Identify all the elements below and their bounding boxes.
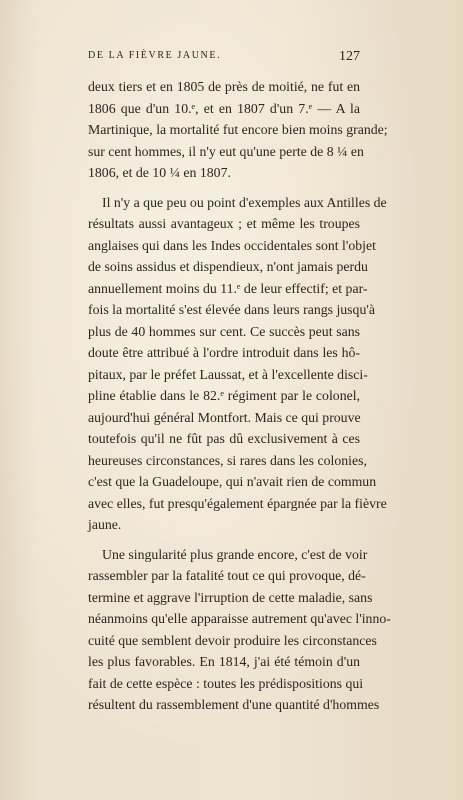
text-line: 1806 que d'un 10.ᵉ, et en 1807 d'un 7.ᵉ — A la — [88, 100, 360, 116]
text-line: deux tiers et en 1805 de près de moitié, ne fut en — [88, 79, 360, 94]
page-number: 127 — [339, 49, 360, 64]
text-line: Il n'y a que peu ou point d'exemples aux Antilles de — [102, 194, 387, 210]
body-text — [88, 76, 391, 716]
text-line: 1806, et de 10 ¼ en 1807. — [88, 165, 231, 180]
page-header — [88, 50, 360, 70]
text-line: résultats aussi avantageux ; et même les troupes — [88, 216, 360, 231]
text-line: aujourd'hui général Montfort. Mais ce qui prouve — [88, 409, 361, 425]
text-line: anglaises qui dans les Indes occidentales sont l'objet — [88, 237, 376, 253]
text-line: annuellement moins du 11.ᵉ de leur effectif; et par- — [88, 280, 368, 296]
text-line: rassembler par la fatalité tout ce qui provoque, dé- — [88, 568, 366, 583]
text-line: jaune. — [88, 517, 122, 532]
text-line: termine et aggrave l'irruption de cette maladie, sans — [88, 589, 373, 605]
running-title: DE LA FIÈVRE JAUNE. — [88, 50, 222, 61]
text-line: cuité que semblent devoir produire les circonstances — [88, 632, 377, 648]
text-line: pline établie dans le 82.ᵉ régiment par le colonel, — [88, 388, 360, 403]
text-line: néanmoins qu'elle apparaisse autrement qu'avec l'inno- — [88, 611, 391, 626]
text-line: Une singularité plus grande encore, c'est de voir — [102, 546, 368, 562]
text-line: plus de 40 hommes sur cent. Ce succès peut sans — [88, 323, 360, 339]
text-line: toutefois qu'il ne fût pas dû exclusivement à ces — [88, 431, 360, 446]
text-line: les plus favorables. En 1814, j'ai été témoin d'un — [88, 654, 360, 669]
text-line: sur cent hommes, il n'y eut qu'une perte de 8 ¼ en — [88, 143, 364, 159]
paragraph-3 — [88, 544, 391, 716]
text-line: doute être attribué à l'ordre introduit dans les hô- — [88, 345, 360, 360]
text-line: pitaux, par le préfet Laussat, et à l'excellente disci- — [88, 366, 368, 382]
text-line: avec elles, fut presqu'également épargnée par la fièvre — [88, 495, 387, 511]
text-line: fois la mortalité s'est élevée dans leurs rangs jusqu'à — [88, 302, 375, 317]
text-line: de soins assidus et dispendieux, n'ont jamais perdu — [88, 259, 368, 274]
text-line: fait de cette espèce : toutes les prédispositions qui — [88, 675, 364, 691]
paragraph-gap — [88, 536, 360, 544]
text-line: c'est que la Guadeloupe, qui n'avait rien de commun — [88, 474, 377, 489]
text-line: heureuses circonstances, si rares dans les colonies, — [88, 452, 367, 468]
text-line: résultent du rassemblement d'une quantité d'hommes — [88, 697, 380, 712]
paragraph-gap — [88, 184, 360, 192]
paragraph-2 — [88, 192, 387, 536]
text-line: Martinique, la mortalité fut encore bien moins grande; — [88, 122, 388, 137]
paragraph-1 — [88, 76, 388, 184]
